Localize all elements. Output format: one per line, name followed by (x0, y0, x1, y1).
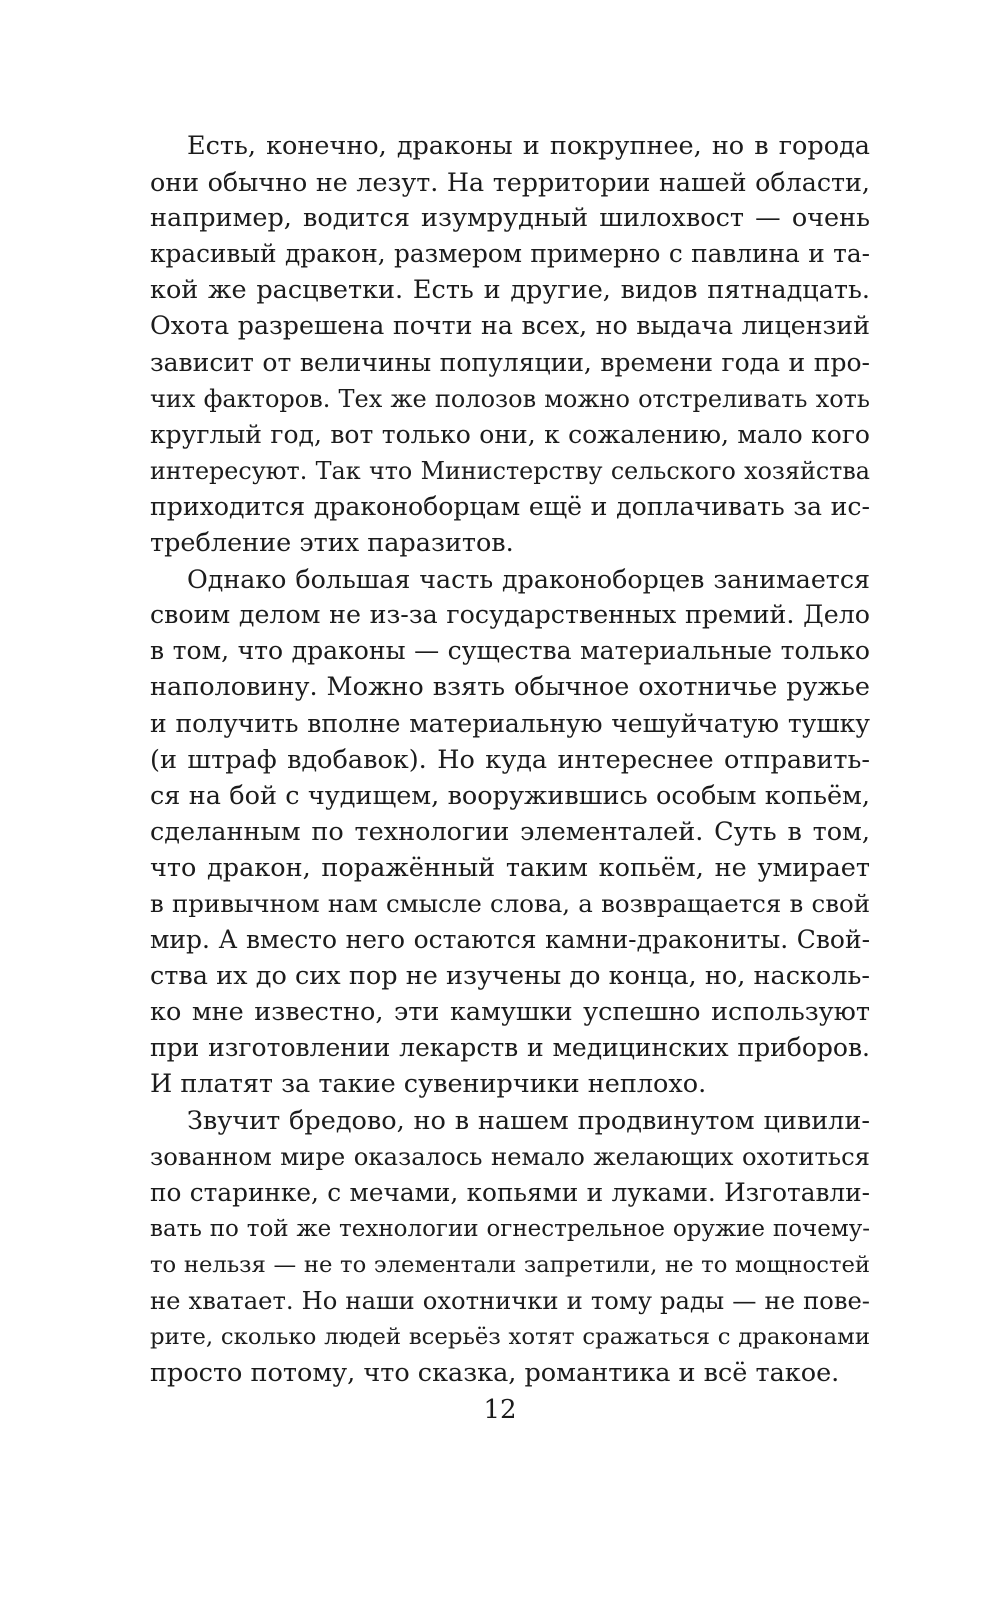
page-body (150, 128, 870, 1391)
text-line: при изготовлении лекарств и медицинских приборов. (150, 1033, 870, 1063)
text-line: в привычном нам смысле слова, а возвращается в свой (150, 888, 870, 918)
text-line: (и штраф вдобавок). Но куда интереснее отправить- (150, 744, 870, 775)
text-line: чих факторов. Тех же полозов можно отстреливать хоть (150, 384, 870, 413)
paragraph (150, 128, 870, 561)
text-line: что дракон, поражённый таким копьём, не умирает (150, 852, 870, 883)
text-line: ся на бой с чудищем, вооружившись особым копьём, (150, 780, 870, 811)
text-line: красивый дракон, размером примерно с павлина и та- (150, 239, 870, 269)
text-line: и получить вполне материальную чешуйчатую тушку (150, 708, 870, 738)
text-line: по старинке, с мечами, копьями и луками. Изготавли- (150, 1177, 870, 1207)
text-line: например, водится изумрудный шилохвост — очень (150, 203, 870, 234)
text-line: то нельзя — не то элементали запретили, не то мощностей (150, 1251, 870, 1278)
text-line: в том, что драконы — существа материальные только (150, 636, 870, 666)
text-line: приходится драконоборцам ещё и доплачивать за ис- (150, 491, 870, 521)
text-line: Есть, конечно, драконы и покрупнее, но в города (187, 131, 870, 161)
text-line: сделанным по технологии элементалей. Суть в том, (150, 816, 870, 847)
text-line: Охота разрешена почти на всех, но выдача лицензий (150, 311, 870, 341)
text-line: круглый год, вот только они, к сожалению, мало кого (150, 419, 870, 449)
text-line: они обычно не лезут. На территории нашей области, (150, 167, 870, 198)
text-flow (150, 128, 870, 1391)
text-line: Звучит бредово, но в нашем продвинутом цивили- (187, 1105, 870, 1136)
page-number: 12 (483, 1395, 517, 1425)
text-line: И платят за такие сувенирчики неплохо. (150, 1069, 707, 1100)
text-line: ства их до сих пор не изучены до конца, но, насколь- (150, 961, 870, 992)
text-line: требление этих паразитов. (150, 528, 514, 559)
text-line: не хватает. Но наши охотнички и тому рады — не пове- (150, 1287, 870, 1315)
paragraph (150, 561, 870, 1102)
text-line: кой же расцветки. Есть и другие, видов пятнадцать. (150, 275, 870, 306)
text-line: зованном мире оказалось немало желающих охотиться (150, 1141, 870, 1171)
text-line: интересуют. Так что Министерству сельского хозяйства (150, 456, 870, 485)
paragraph (150, 1103, 870, 1392)
text-line: вать по той же технологии огнестрельное оружие почему- (150, 1215, 870, 1242)
text-line: рите, сколько людей всерьёз хотят сражаться с драконами (150, 1324, 870, 1351)
text-line: ко мне известно, эти камушки успешно используют (150, 997, 870, 1028)
text-line: просто потому, что сказка, романтика и всё такое. (150, 1358, 840, 1389)
text-line: зависит от величины популяции, времени года и про- (150, 347, 870, 377)
text-line: Однако большая часть драконоборцев занимается (187, 564, 870, 595)
text-line: своим делом не из-за государственных премий. Дело (150, 600, 870, 630)
text-line: мир. А вместо него остаются камни-дракониты. Свой- (150, 925, 870, 955)
text-line: наполовину. Можно взять обычное охотничье ружье (150, 672, 870, 703)
